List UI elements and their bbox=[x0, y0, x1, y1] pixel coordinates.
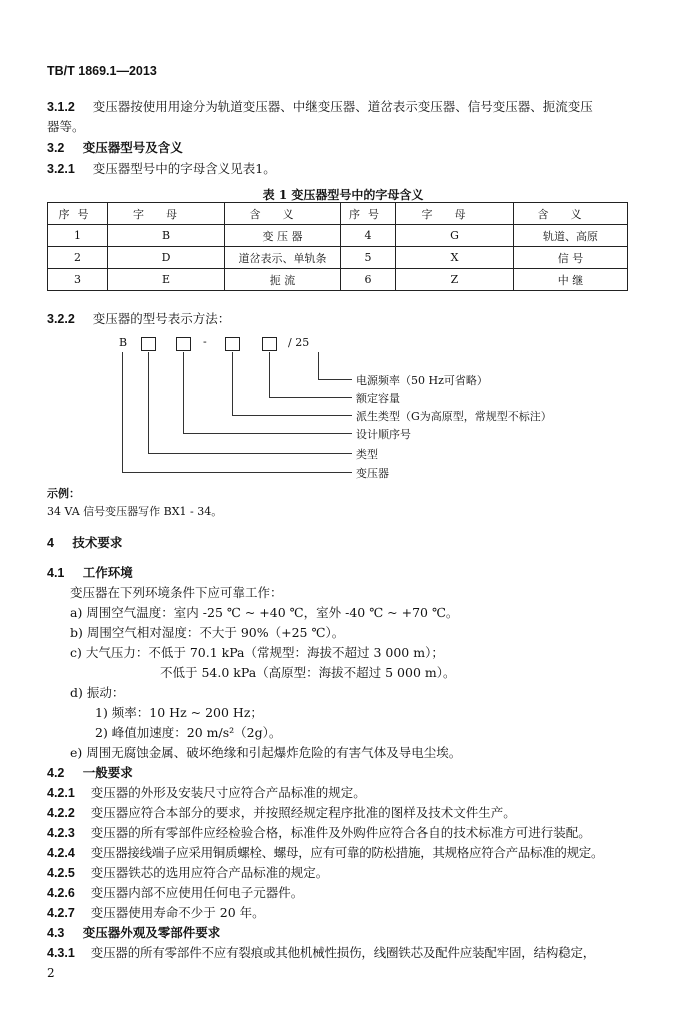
table-cell: 变 压 器 bbox=[225, 225, 341, 247]
clause-number: 3.1.2 bbox=[47, 100, 75, 114]
clause-number: 4.2.2 bbox=[47, 806, 75, 820]
env-item-c-continued: 不低于 54.0 kPa（高原型：海拔不超过 5 000 m）。 bbox=[160, 665, 456, 680]
table-header-cell: 字母 bbox=[396, 203, 514, 225]
table-header-cell: 含义 bbox=[225, 203, 341, 225]
table-row bbox=[48, 247, 628, 269]
clause-4-2-6 bbox=[47, 883, 303, 901]
env-item-e: e) 周围无腐蚀金属、破坏绝缘和引起爆炸危险的有害气体及导电尘埃。 bbox=[70, 745, 462, 760]
clause-3-1-2 bbox=[47, 97, 593, 115]
table-cell: D bbox=[108, 247, 225, 269]
table-cell: E bbox=[108, 269, 225, 291]
section-number: 4 bbox=[47, 536, 54, 550]
table-cell: 轨道、高原 bbox=[514, 225, 628, 247]
diagram-dash: - bbox=[203, 335, 207, 348]
clause-4-3-1 bbox=[47, 943, 595, 961]
clause-number: 4.2.3 bbox=[47, 826, 75, 840]
leader-line bbox=[183, 433, 352, 434]
clause-3-1-2-continued: 器等。 bbox=[47, 119, 85, 134]
table-row bbox=[48, 225, 628, 247]
clause-text: 变压器内部不应使用任何电子元器件。 bbox=[90, 885, 304, 900]
clause-4-2-3 bbox=[47, 823, 591, 841]
rated-capacity-box bbox=[262, 337, 277, 351]
section-4-2-heading bbox=[47, 763, 133, 781]
diagram-label: 电源频率（50 Hz可省略） bbox=[356, 374, 488, 387]
clause-number: 3.2.1 bbox=[47, 162, 75, 176]
table-header-cell: 字母 bbox=[108, 203, 225, 225]
table-header-cell: 含义 bbox=[514, 203, 628, 225]
leader-line bbox=[122, 352, 123, 472]
leader-line bbox=[269, 397, 352, 398]
leader-line bbox=[269, 352, 270, 397]
section-title: 技术要求 bbox=[72, 535, 123, 550]
leader-line bbox=[318, 352, 319, 379]
leader-line bbox=[148, 352, 149, 453]
section-4-3-heading bbox=[47, 923, 220, 941]
table-cell: 4 bbox=[341, 225, 396, 247]
env-item-d: d) 振动： bbox=[70, 685, 125, 700]
clause-text: 变压器的外形及安装尺寸应符合产品标准的规定。 bbox=[90, 785, 366, 800]
env-item-d1: 1) 频率：10 Hz ~ 200 Hz； bbox=[95, 705, 263, 720]
example-text: 34 VA 信号变压器写作 BX1 - 34。 bbox=[47, 505, 223, 518]
type-box bbox=[141, 337, 156, 351]
clause-number: 4.2.1 bbox=[47, 786, 75, 800]
diagram-label: 变压器 bbox=[356, 467, 389, 480]
clause-3-2-1 bbox=[47, 159, 276, 177]
clause-number: 4.2.7 bbox=[47, 906, 75, 920]
clause-number: 3.2.2 bbox=[47, 312, 75, 326]
diagram-label: 设计顺序号 bbox=[356, 428, 411, 441]
env-item-c: c) 大气压力：不低于 70.1 kPa（常规型：海拔不超过 3 000 m）； bbox=[70, 645, 444, 660]
diagram-label: 类型 bbox=[356, 448, 378, 461]
table-header-row bbox=[48, 203, 628, 225]
table-cell: 道岔表示、单轨条 bbox=[225, 247, 341, 269]
section-number: 4.3 bbox=[47, 926, 65, 940]
env-item-b: b) 周围空气相对湿度：不大于 90%（+25 ℃）。 bbox=[70, 625, 345, 640]
leader-line bbox=[148, 453, 352, 454]
diagram-prefix: B bbox=[119, 336, 128, 349]
env-intro: 变压器在下列环境条件下应可靠工作： bbox=[70, 585, 283, 600]
clause-3-2-2 bbox=[47, 309, 230, 327]
table-cell: 1 bbox=[48, 225, 108, 247]
table-cell: 6 bbox=[341, 269, 396, 291]
table-cell: 中 继 bbox=[514, 269, 628, 291]
example-label: 示例： bbox=[47, 487, 80, 500]
clause-number: 4.3.1 bbox=[47, 946, 75, 960]
diagram-label: 派生类型（G为高原型，常规型不标注） bbox=[356, 410, 552, 423]
clause-4-2-7 bbox=[47, 903, 265, 921]
clause-4-2-4 bbox=[47, 843, 603, 861]
leader-line bbox=[183, 352, 184, 433]
table-cell: G bbox=[396, 225, 514, 247]
section-4-1-heading bbox=[47, 563, 133, 581]
section-title: 工作环境 bbox=[82, 565, 133, 580]
clause-text: 变压器型号中的字母含义见表1。 bbox=[92, 161, 276, 176]
leader-line bbox=[318, 379, 352, 380]
table-cell: 5 bbox=[341, 247, 396, 269]
table-cell: 信 号 bbox=[514, 247, 628, 269]
clause-text: 变压器应符合本部分的要求，并按照经规定程序批准的图样及技术文件生产。 bbox=[90, 805, 516, 820]
clause-text: 变压器使用寿命不少于 20 年。 bbox=[90, 905, 265, 920]
page-number: 2 bbox=[47, 966, 55, 980]
leader-line bbox=[122, 472, 352, 473]
diagram-suffix: / 25 bbox=[288, 336, 310, 349]
clause-text: 变压器的所有零部件应经检验合格，标准件及外购件应符合各自的技术标准方可进行装配。 bbox=[90, 825, 591, 840]
clause-number: 4.2.4 bbox=[47, 846, 75, 860]
clause-number: 4.2.6 bbox=[47, 886, 75, 900]
table-cell: X bbox=[396, 247, 514, 269]
clause-text: 变压器的型号表示方法： bbox=[92, 311, 231, 326]
section-number: 4.1 bbox=[47, 566, 65, 580]
clause-4-2-5 bbox=[47, 863, 328, 881]
env-item-d2: 2) 峰值加速度：20 m/s²（2g）。 bbox=[95, 725, 282, 740]
derivative-type-box bbox=[225, 337, 240, 351]
env-item-a: a) 周围空气温度：室内 -25 ℃ ~ +40 ℃，室外 -40 ℃ ~ +70 ℃。 bbox=[70, 605, 459, 620]
clause-4-2-1 bbox=[47, 783, 366, 801]
table-cell: 扼 流 bbox=[225, 269, 341, 291]
leader-line bbox=[232, 415, 352, 416]
clause-4-2-2 bbox=[47, 803, 516, 821]
table-cell: B bbox=[108, 225, 225, 247]
table-caption: 表 1 变压器型号中的字母含义 bbox=[262, 188, 424, 202]
section-title: 一般要求 bbox=[82, 765, 133, 780]
table-row bbox=[48, 269, 628, 291]
section-3-2-heading bbox=[47, 138, 183, 156]
design-number-box bbox=[176, 337, 191, 351]
table-header-cell: 序号 bbox=[48, 203, 108, 225]
table-cell: Z bbox=[396, 269, 514, 291]
clause-text: 变压器按使用用途分为轨道变压器、中继变压器、道岔表示变压器、信号变压器、扼流变压 bbox=[92, 99, 593, 114]
clause-number: 4.2.5 bbox=[47, 866, 75, 880]
clause-text: 变压器的所有零部件不应有裂痕或其他机械性损伤，线圈铁芯及配件应装配牢固，结构稳定， bbox=[90, 945, 596, 960]
standard-code: TB/T 1869.1—2013 bbox=[47, 64, 157, 78]
table-header-cell: 序号 bbox=[341, 203, 396, 225]
leader-line bbox=[232, 352, 233, 415]
section-number: 4.2 bbox=[47, 766, 65, 780]
section-title: 变压器外观及零部件要求 bbox=[82, 925, 221, 940]
clause-text: 变压器铁芯的选用应符合产品标准的规定。 bbox=[90, 865, 329, 880]
clause-text: 变压器接线端子应采用铜质螺栓、螺母，应有可靠的防松措施，其规格应符合产品标准的规定。 bbox=[90, 845, 604, 860]
section-number: 3.2 bbox=[47, 141, 65, 155]
diagram-label: 额定容量 bbox=[356, 392, 400, 405]
letter-meaning-table bbox=[47, 202, 628, 291]
table-cell: 2 bbox=[48, 247, 108, 269]
section-title: 变压器型号及含义 bbox=[82, 140, 183, 155]
table-cell: 3 bbox=[48, 269, 108, 291]
section-4-heading bbox=[47, 533, 122, 551]
